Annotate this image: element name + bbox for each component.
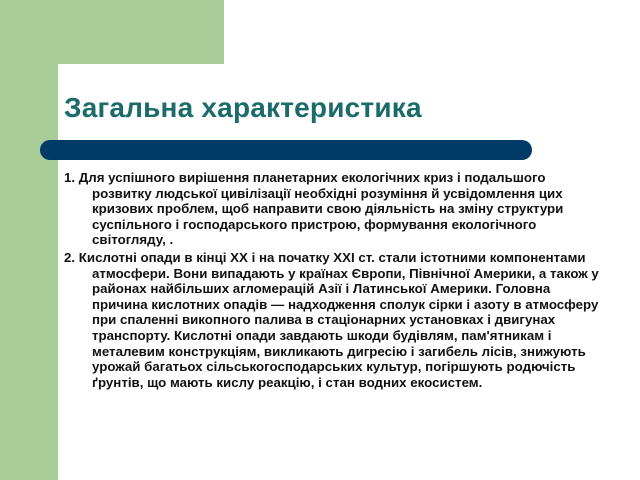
paragraph-1-separator: . xyxy=(71,170,79,185)
paragraph-1-number: 1 xyxy=(64,170,72,185)
paragraph-2 xyxy=(64,250,604,390)
left-accent-bar xyxy=(0,0,58,480)
slide-body xyxy=(64,170,604,392)
paragraph-2-number: 2. xyxy=(64,249,76,265)
title-underline-bar xyxy=(40,140,532,160)
paragraph-1-text: Для успішного вирішення планетарних екологічних криз і подальшого розвитку людської цивілізації необхідні розуміння й усвідомлення цих кризових проблем, щоб направити свою діяльність на зміну структури суспільного і господарського пристрою, формування екологічного світогляду, . xyxy=(78,170,564,248)
top-accent-block xyxy=(0,0,224,64)
slide-title: Загальна характеристика xyxy=(64,92,422,123)
paragraph-1 xyxy=(64,170,604,248)
paragraph-2-text: Кислотні опади в кінці ХХ і на початку ХХІ ст. стали істотними компонентами атмосфери. Вони випадають у країнах Європи, Північної Америки, а також у районах найбільших агломерацій Азії і Латинської Америки. Головна причина кислотних опадів — надходження сполук сірки і азоту в атмосферу при спаленні викопного палива в стаціонарних установках і двигунах транспорту. Кислотні опади завдають шкоди будівлям, пам'ятникам і металевим конструкціям, викликають дигресію і загибель лісів, знижують урожай багатьох сільськогосподарських культур, погіршують родючість ґрунтів, що мають кислу реакцію, і стан водних екосистем. xyxy=(78,249,599,390)
